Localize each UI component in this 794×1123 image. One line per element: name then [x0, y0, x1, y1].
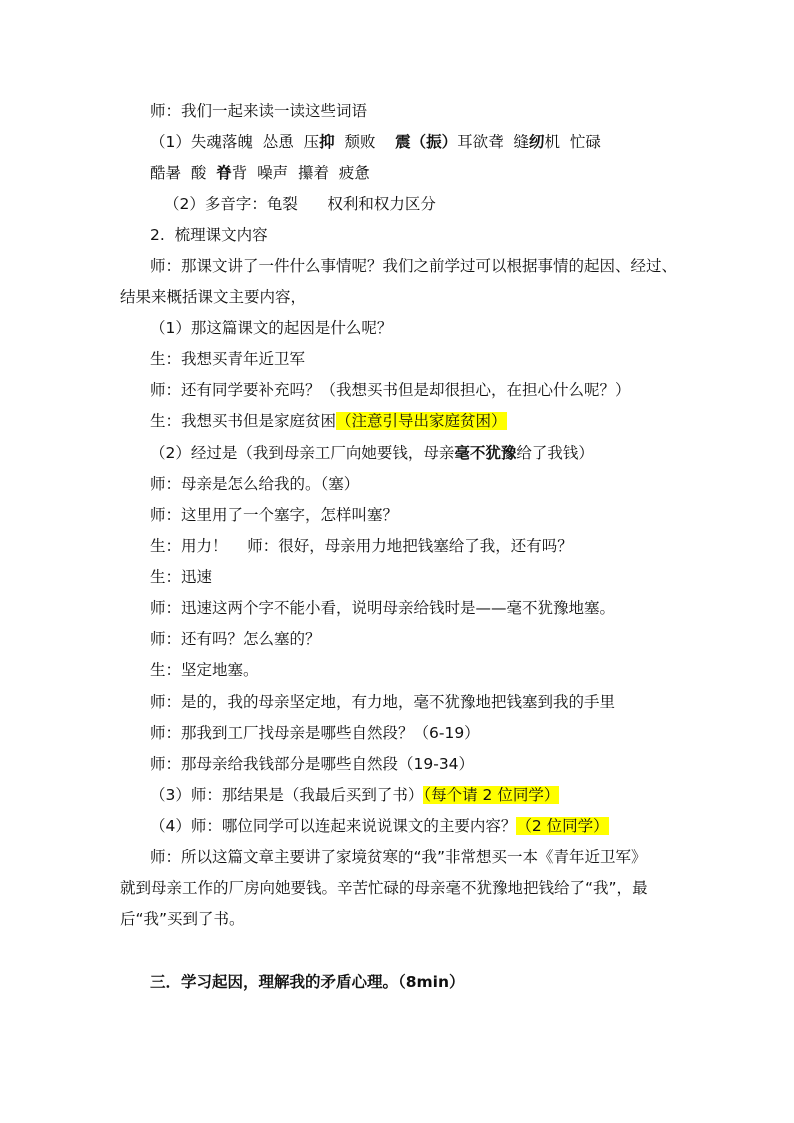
text-line [150, 533, 774, 559]
text-segment: 酷暑 酸 [150, 164, 217, 182]
highlighted-text: （2 位同学） [516, 817, 609, 835]
text-segment: （4）师：哪位同学可以连起来说说课文的主要内容？ [150, 817, 517, 835]
text-segment: 师：是的，我的母亲坚定地，有力地，毫不犹豫地把钱塞到我的手里 [150, 693, 616, 711]
text-segment: 三．学习起因，理解我的矛盾心理。（8min） [150, 973, 465, 991]
text-line [150, 222, 774, 248]
highlighted-text: （注意引导出家庭贫困） [336, 412, 507, 430]
text-segment: 毫不犹豫 [454, 444, 517, 462]
text-segment: （1）失魂落魄 怂恿 压 [150, 133, 320, 151]
text-segment: 2. 梳理课文内容 [150, 226, 268, 244]
text-segment: 结果来概括课文主要内容， [120, 288, 307, 306]
text-line [150, 782, 774, 808]
text-line [120, 284, 774, 310]
text-line [164, 191, 774, 217]
text-line [150, 751, 774, 777]
text-segment: （3）师：那结果是（我最后买到了书） [150, 786, 424, 804]
text-segment: 师：这里用了一个塞字，怎样叫塞？ [150, 506, 399, 524]
text-line [150, 315, 774, 341]
text-segment: （1）那这篇课文的起因是什么呢？ [150, 319, 393, 337]
text-segment: 生：迅速 [150, 568, 213, 586]
text-line [150, 657, 774, 683]
text-segment: 就到母亲工作的厂房向她要钱。辛苦忙碌的母亲毫不犹豫地把钱给了“我”，最 [120, 879, 648, 897]
text-segment: 师：所以这篇文章主要讲了家境贫寒的“我”非常想买一本《青年近卫军》 [150, 848, 647, 866]
text-line [150, 502, 774, 528]
text-segment: 师：还有同学要补充吗？（我想买书但是却很担心，在担心什么呢？） [150, 381, 631, 399]
text-line [150, 408, 774, 434]
text-segment: 后“我”买到了书。 [120, 910, 245, 928]
text-segment: 生：用力！ 师：很好，母亲用力地把钱塞给了我，还有吗？ [150, 537, 573, 555]
text-segment: 师：那课文讲了一件什么事情呢？我们之前学过可以根据事情的起因、经过、 [150, 257, 678, 275]
highlighted-text: （每个请 2 位同学） [423, 786, 560, 804]
text-segment: 师：我们一起来读一读这些词语 [150, 102, 368, 120]
text-line [150, 129, 774, 155]
text-segment: 师：迅速这两个字不能小看，说明母亲给钱时是——毫不犹豫地塞。 [150, 599, 616, 617]
text-segment: 背 噪声 攥着 疲惫 [231, 164, 370, 182]
text-segment: 师：母亲是怎么给我的。（塞） [150, 475, 360, 493]
text-line [150, 689, 774, 715]
text-line [120, 906, 774, 932]
text-segment: （2）经过是（我到母亲工厂向她要钱，母亲 [150, 444, 455, 462]
text-line [150, 440, 774, 466]
text-line [150, 377, 774, 403]
text-line [150, 844, 774, 870]
text-line [150, 595, 774, 621]
text-segment: 纫 [529, 133, 545, 151]
text-segment: 生：坚定地塞。 [150, 661, 259, 679]
text-line [150, 720, 774, 746]
text-line [150, 471, 774, 497]
text-segment: 生：我想买青年近卫军 [150, 350, 306, 368]
text-segment: 抑 [319, 133, 335, 151]
text-segment: 机 忙碌 [544, 133, 601, 151]
text-segment: 震（振） [395, 133, 458, 151]
text-segment: 耳欲聋 缝 [457, 133, 530, 151]
text-segment: 生：我想买书但是家庭贫困 [150, 412, 337, 430]
text-line [120, 875, 774, 901]
text-line [150, 564, 774, 590]
text-segment: 颓败 [334, 133, 396, 151]
text-segment: 师：那母亲给我钱部分是哪些自然段（19-34） [150, 755, 475, 773]
text-segment: （2）多音字：龟裂 权利和权力区分 [164, 195, 436, 213]
section-heading [150, 969, 774, 995]
text-line [150, 98, 774, 124]
text-line [150, 160, 774, 186]
text-line [150, 253, 774, 279]
text-line [150, 813, 774, 839]
text-segment: 脊 [216, 164, 232, 182]
text-segment: 给了我钱） [516, 444, 594, 462]
text-segment: 师：那我到工厂找母亲是哪些自然段？（6-19） [150, 724, 480, 742]
text-line [150, 626, 774, 652]
text-segment: 师：还有吗？怎么塞的？ [150, 630, 321, 648]
text-line [150, 346, 774, 372]
